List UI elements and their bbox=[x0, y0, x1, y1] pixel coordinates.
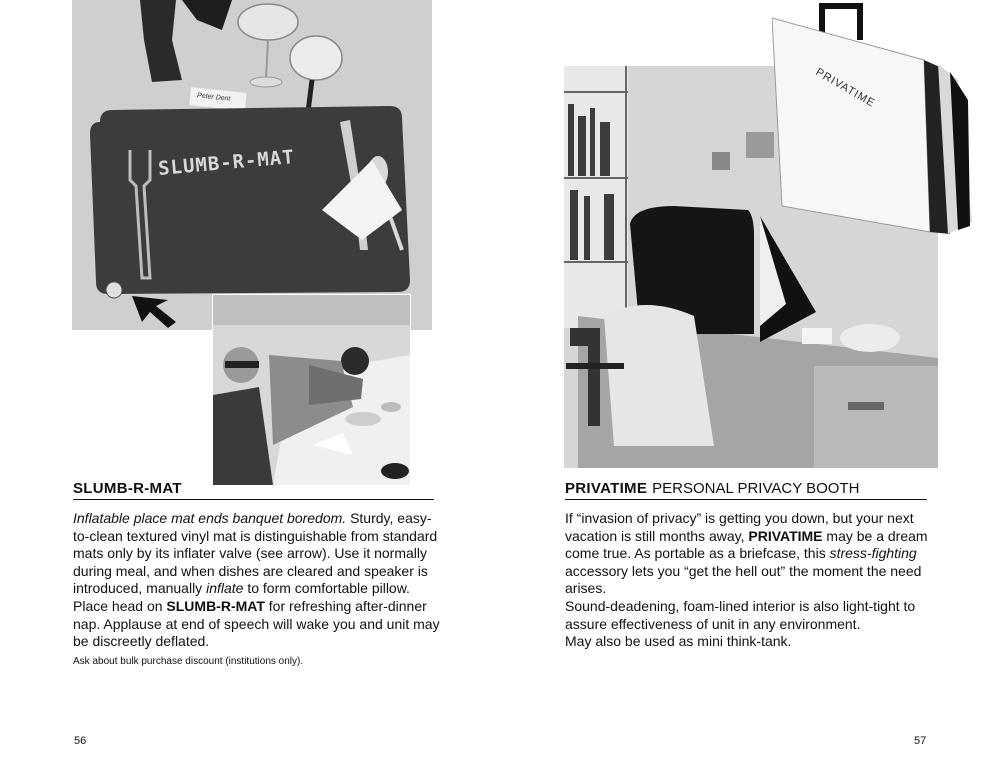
place-card-label: Peter Dent bbox=[196, 92, 231, 103]
intro-sentence: Inflatable place mat ends banquet boredom. bbox=[73, 510, 347, 526]
slumb-r-mat-title: SLUMB-R-MAT bbox=[73, 480, 182, 497]
privatime-paragraph-2: Sound-deadening, foam-lined interior is also light-tight to assure effectiveness of unit in any environment. bbox=[565, 597, 916, 632]
slumb-r-mat-description bbox=[73, 510, 443, 669]
napping-man-photo bbox=[212, 294, 411, 486]
napping-man-illustration bbox=[213, 295, 410, 485]
page-number-left: 56 bbox=[74, 735, 87, 747]
right-page bbox=[500, 0, 1000, 773]
product-name-inline: SLUMB-R-MAT bbox=[166, 597, 265, 614]
privatime-paragraph-3: May also be used as mini think-tank. bbox=[565, 633, 792, 650]
briefcase-label: PRIVATIME bbox=[813, 66, 878, 110]
bulk-discount-note: Ask about bulk purchase discount (institutions only). bbox=[73, 655, 304, 667]
body-text-part-1: Sturdy, easy-to-clean textured vinyl mat is distinguishable from standard mats only by its inflater valve (see arrow). Use it normally during meal, and when dishes are cleared and speaker is introduced, manually bbox=[73, 510, 438, 597]
slumb-r-mat-photo bbox=[72, 0, 432, 330]
page-number-right: 57 bbox=[914, 735, 927, 747]
slumb-r-mat-paragraph bbox=[73, 510, 443, 651]
privatime-paragraph-1 bbox=[565, 510, 935, 598]
privatime-briefcase bbox=[772, 0, 972, 270]
inflate-word: inflate bbox=[206, 580, 244, 597]
privatime-text-part-1: If “invasion of privacy” is getting you down, but your next vacation is still months away, bbox=[565, 510, 914, 544]
stress-fighting-phrase: stress-fighting bbox=[829, 545, 917, 562]
privatime-title: PRIVATIME bbox=[565, 480, 648, 497]
privatime-description bbox=[565, 510, 935, 651]
privatime-subtitle: PERSONAL PRIVACY BOOTH bbox=[652, 480, 860, 497]
briefcase-illustration bbox=[772, 0, 972, 270]
slumb-r-mat-heading bbox=[73, 480, 434, 500]
privatime-text-part-3: accessory lets you “get the hell out” the moment the need arises. bbox=[565, 562, 922, 597]
mat-stencil-label: SLUMB-R-MAT bbox=[157, 146, 296, 180]
body-text-part-2: to form comfortable pillow. Place head on bbox=[73, 580, 410, 614]
body-text-part-3: for refreshing after-dinner nap. Applause at end of speech will wake you and unit may be discreetly deflated. bbox=[73, 597, 440, 650]
privatime-name-inline: PRIVATIME bbox=[748, 527, 823, 544]
privatime-text-part-2: may be a dream come true. As portable as a briefcase, this bbox=[565, 527, 928, 562]
privatime-heading bbox=[565, 480, 927, 500]
